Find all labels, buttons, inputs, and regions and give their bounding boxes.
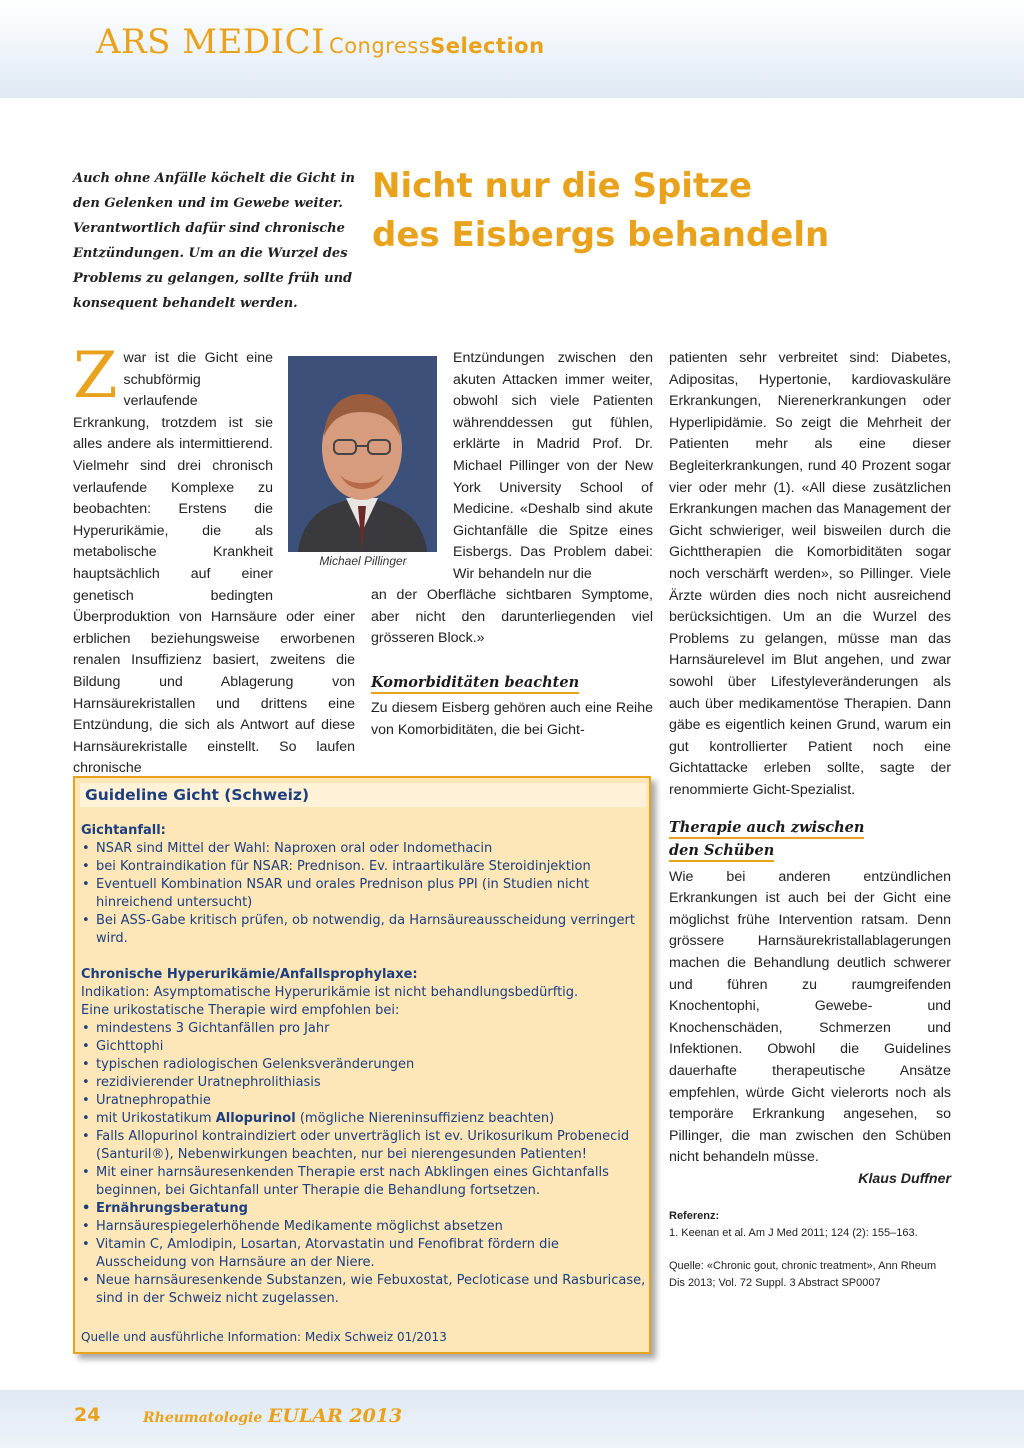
references-heading: Referenz: — [669, 1210, 720, 1222]
publication-event: EULAR 2013 — [267, 1405, 403, 1427]
reference-source: Quelle: «Chronic gout, chronic treatment», Ann Rheum Dis 2013; Vol. 72 Suppl. 3 Abstract SP0007 — [669, 1260, 937, 1289]
list-item: • Eventuell Kombination NSAR und orales Prednison plus PPI (in Studien nicht hinreichend untersucht) — [81, 876, 647, 912]
page-header — [0, 0, 1024, 98]
section-gichtanfall-title: Gichtanfall: — [81, 823, 166, 838]
column-2 — [371, 585, 653, 742]
list-item: • bei Kontraindikation für NSAR: Prednison. Ev. intraartikuläre Steroidinjektion — [81, 858, 647, 876]
column-2-text: Entzündungen zwischen den akuten Attacken immer weiter, obwohl sich viele Patienten währenddessen gut fühlen, erklärte in Madrid Prof. Dr. Michael Pillinger von der New York University School of Medicine. «Deshalb sind akute Gichtanfälle die Spitze eines Eisbergs. Das Problem dabei: Wir behandeln nur die — [453, 350, 653, 582]
drop-cap: Z — [73, 339, 118, 413]
list-item: • Bei ASS-Gabe kritisch prüfen, ob notwendig, da Harnsäureausscheidung verringert wird. — [81, 912, 647, 948]
column-3 — [669, 348, 951, 1191]
brand-selection: Selection — [430, 34, 545, 58]
column-2-text-wide: an der Oberfläche sichtbaren Symptome, aber nicht den darunterliegenden viel grösseren Block.» — [371, 587, 653, 647]
section-gichtanfall-list — [81, 840, 647, 948]
list-item: • NSAR sind Mittel der Wahl: Naproxen oral oder Indomethacin — [81, 840, 647, 858]
guideline-box — [73, 776, 651, 1354]
list-item: • Mit einer harnsäuresenkenden Therapie erst nach Abklingen eines Gichtanfalls beginnen, bei Gichtanfall unter Therapie die Behandlung fortsetzen. — [81, 1164, 647, 1200]
list-item: • Harnsäurespiegelerhöhende Medikamente möglichst absetzen — [81, 1218, 647, 1236]
column-2-top — [453, 348, 653, 586]
reference-item: 1. Keenan et al. Am J Med 2011; 124 (2): 155–163. — [669, 1227, 918, 1239]
guideline-source: Quelle und ausführliche Information: Medix Schweiz 01/2013 — [81, 1330, 447, 1344]
author-portrait-photo — [288, 356, 437, 552]
list-item: • Vitamin C, Amlodipin, Losartan, Atorvastatin und Fenofibrat fördern die Ausscheidung von Harnsäure an der Niere. — [81, 1236, 647, 1272]
author-signature: Klaus Duffner — [858, 1170, 951, 1187]
list-item-nutrition: • Ernährungsberatung — [81, 1200, 647, 1218]
list-item: • Falls Allopurinol kontraindiziert oder unverträglich ist ev. Urikosurikum Probenecid (Santuril®), Nebenwirkungen beachten, nur bei nierengesunden Patienten! — [81, 1128, 647, 1164]
section-hyperurikaemie-title: Chronische Hyperurikämie/Anfallsprophylaxe: — [81, 967, 418, 982]
guideline-box-title: Guideline Gicht (Schweiz) — [80, 783, 646, 807]
guideline-box-body — [81, 822, 647, 1308]
list-item: • mindestens 3 Gichtanfällen pro Jahr — [81, 1020, 647, 1038]
list-item: • Neue harnsäuresenkende Substanzen, wie Febuxostat, Pecloticase und Rasburicase, sind in der Schweiz nicht zugelassen. — [81, 1272, 647, 1308]
publication-title — [143, 1405, 402, 1427]
references — [669, 1208, 951, 1292]
publication-section: Rheumatologie — [143, 1410, 263, 1426]
allopurinol-term: Allopurinol — [215, 1111, 296, 1126]
column-3-text: patienten sehr verbreitet sind: Diabetes, Adipositas, Hypertonie, kardiovaskuläre Erkrankungen, Nierenerkrankungen oder Hyperlipidämie. So zeigt die Mehrheit der Patienten mehr als eine dieser Begleiterkrankungen, rund 40 Prozent sogar vier oder mehr (1). «All diese zusätzlichen Erkrankungen machen das Management der Gicht schwieriger, weil bisweilen durch die Gichttherapien die Komorbiditäten sogar noch verschärft werden», so Pillinger. Viele Ärzte würden dies noch nicht ausreichend berücksichtigen. Um an die Wurzel des Problems zu gelangen, müsse man das Harnsäurelevel im Blut angehen, und zwar sowohl über Lifestyleveränderungen als auch über medikamentöse Therapien. Dann gäbe es eigentlich keinen Grund, warum ein gut kontrollierter Patient noch eine Gichtattacke erleben sollte, sagte der renommierte Gicht-Spezialist. — [669, 350, 951, 798]
subhead-therapie: Therapie auch zwischen den Schüben — [669, 819, 864, 862]
section-hyperurikaemie-list — [81, 1020, 647, 1308]
column-1-text: war ist die Gicht eine schubförmig verlaufende Erkrankung, trotzdem ist sie alles andere als intermittierend. Vielmehr sind drei chronisch verlaufende Komplexe zu beobachten: Erstens die Hyperurikämie, die als metabolische Krankheit hauptsächlich auf einer genetisch bedingten Überproduktion von Harnsäure oder einer erblichen beziehungsweise erworbenen renalen Insuffizienz basiert, zweitens die Bildung und Ablagerung von Harnsäurekristallen und drittens eine Entzündung, die sich als Antwort auf diese Harnsäurekristalle einstellt. So laufen chronische — [73, 350, 355, 777]
article-headline — [372, 162, 992, 260]
indication-line: Indikation: Asymptomatische Hyperurikämie ist nicht behandlungsbedürftig. — [81, 985, 579, 1000]
list-item-allopurinol: • mit Urikostatikum Allopurinol (mögliche Niereninsuffizienz beachten) — [81, 1110, 647, 1128]
page-number: 24 — [74, 1404, 101, 1426]
brand-logo — [96, 22, 545, 62]
photo-caption: Michael Pillinger — [319, 554, 407, 568]
subhead-komorbiditaeten: Komorbiditäten beachten — [371, 674, 579, 694]
brand-congress: Congress — [329, 34, 431, 58]
headline-line-2: des Eisbergs behandeln — [372, 215, 830, 255]
list-item: • rezidivierender Uratnephrolithiasis — [81, 1074, 647, 1092]
list-item: • Gichttophi — [81, 1038, 647, 1056]
headline-line-1: Nicht nur die Spitze — [372, 166, 753, 206]
article-lead: Auch ohne Anfälle köchelt die Gicht in den Gelenken und im Gewebe weiter. Verantwortlich dafür sind chronische Entzündungen. Um an die Wurzel des Problems zu gelangen, sollte früh und konsequent behandelt werden. — [73, 171, 355, 311]
column-2-text-2: Zu diesem Eisberg gehören auch eine Reihe von Komorbiditäten, die bei Gicht- — [371, 700, 653, 738]
column-3-text-2: Wie bei anderen entzündlichen Erkrankungen ist auch bei der Gicht eine möglichst frühe Intervention ratsam. Denn grössere Harnsäurekristallablagerungen machen die Behandlung deutlich schwerer und führen zu raumgreifenden Knochentophi, Gewebe- und Knochenschäden, Schmerzen und Infektionen. Obwohl die Guidelines dauerhafte therapeutische Ansätze empfehlen, würde Gicht vielerorts noch als temporäre Erkrankung angesehen, so Pillinger, die man zwischen den Schüben nicht behandeln müsse. — [669, 868, 951, 1166]
recommendation-line: Eine urikostatische Therapie wird empfohlen bei: — [81, 1003, 400, 1018]
brand-ars-medici: ARS MEDICI — [96, 22, 326, 62]
list-item: • typischen radiologischen Gelenksveränderungen — [81, 1056, 647, 1074]
list-item: • Uratnephropathie — [81, 1092, 647, 1110]
